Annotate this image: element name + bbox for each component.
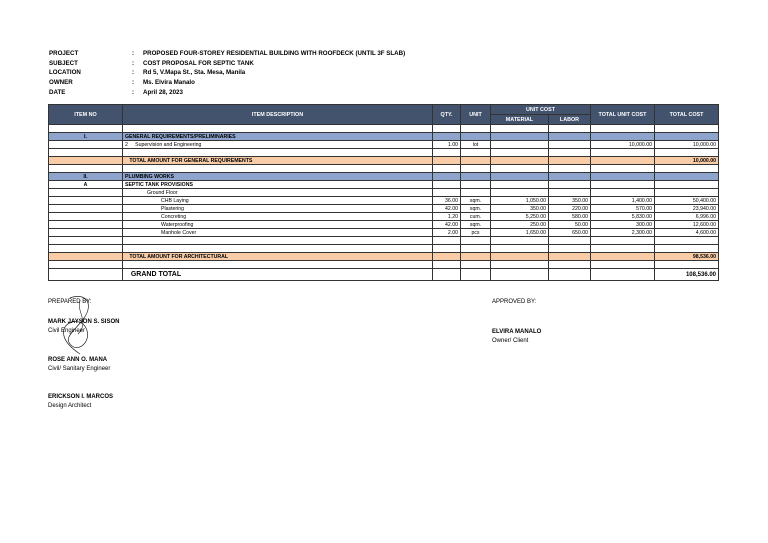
- item-description: Concreting: [123, 213, 433, 221]
- subsection-number: A: [49, 181, 123, 189]
- item-total-cost: 12,600.00: [655, 221, 719, 229]
- signatory-block: [48, 356, 110, 374]
- section-total-label-text: TOTAL AMOUNT FOR ARCHITECTURAL: [129, 253, 229, 260]
- project-label: PROJECT: [49, 50, 79, 57]
- item-total-cost: 6,996.00: [655, 213, 719, 221]
- col-total-cost: TOTAL COST: [655, 105, 719, 125]
- item-labor: 220.00: [549, 205, 591, 213]
- grand-total-row: [49, 269, 719, 281]
- owner-label: OWNER: [49, 79, 73, 87]
- item-description: Manhole Cover: [123, 229, 433, 237]
- subject-label: SUBJECT: [49, 59, 78, 67]
- section-row: [49, 133, 719, 141]
- approved-by-label: APPROVED BY:: [492, 299, 537, 305]
- col-unit: UNIT: [461, 105, 491, 125]
- location-value: Rd 5, V.Mapa St., Sta. Mesa, Manila: [143, 69, 246, 77]
- floor-row: [49, 189, 719, 197]
- item-material: 1,050.00: [491, 197, 549, 205]
- grand-total-value: 108,536.00: [655, 269, 719, 281]
- table-row: [49, 221, 719, 229]
- colon: :: [132, 88, 135, 96]
- table-row: [49, 205, 719, 213]
- cost-table: [48, 104, 719, 281]
- item-unit: sqm.: [461, 205, 491, 213]
- owner-row: [49, 78, 405, 88]
- approver-name: ELVIRA MANALO: [492, 329, 542, 335]
- item-labor: 350.00: [549, 197, 591, 205]
- spacer-row: [49, 125, 719, 133]
- item-qty: 42.00: [433, 205, 461, 213]
- item-total-cost: 50,400.00: [655, 197, 719, 205]
- section-total-label-text: TOTAL AMOUNT FOR GENERAL REQUIREMENTS: [129, 157, 253, 164]
- date-label: DATE: [49, 88, 66, 96]
- section-title: PLUMBING WORKS: [123, 173, 433, 181]
- table-row: [49, 197, 719, 205]
- item-unit: cum.: [461, 213, 491, 221]
- colon: :: [132, 50, 135, 57]
- item-labor: 580.00: [549, 213, 591, 221]
- spacer-row: [49, 165, 719, 173]
- item-qty: 42.00: [433, 221, 461, 229]
- col-material: MATERIAL: [491, 115, 549, 125]
- item-material: 5,250.00: [491, 213, 549, 221]
- spacer-row: [49, 261, 719, 269]
- prepared-by-label: PREPARED BY:: [48, 299, 92, 305]
- signatory-title: Design Architect: [48, 403, 92, 409]
- item-description: CHB Laying: [123, 197, 433, 205]
- subsection-title: SEPTIC TANK PROVISIONS: [123, 181, 433, 189]
- item-total-cost: 10,000.00: [655, 141, 719, 149]
- item-total-unit-cost: 2,300.00: [591, 229, 655, 237]
- item-total-unit-cost: 5,830.00: [591, 213, 655, 221]
- col-item-no: ITEM NO: [49, 105, 123, 125]
- item-material: 350.00: [491, 205, 549, 213]
- signatory-name: ROSE ANN O. MANA: [48, 357, 108, 363]
- item-unit: pcs: [461, 229, 491, 237]
- item-qty: 36.00: [433, 197, 461, 205]
- item-unit: sqm.: [461, 197, 491, 205]
- item-labor: 50.00: [549, 221, 591, 229]
- item-qty: 2.00: [433, 229, 461, 237]
- item-total-unit-cost: 300.00: [591, 221, 655, 229]
- item-description: Waterproofing: [123, 221, 433, 229]
- table-row: [49, 141, 719, 149]
- owner-value: Ms. Elvira Manalo: [143, 79, 195, 87]
- section-total-value: 10,000.00: [655, 157, 719, 165]
- item-total-cost: 23,940.00: [655, 205, 719, 213]
- item-desc: Supervision and Engineering: [135, 141, 202, 148]
- col-unit-cost: UNIT COST: [491, 105, 591, 115]
- spacer-row: [49, 149, 719, 157]
- item-material: 250.00: [491, 221, 549, 229]
- signatory-name: ERICKSON I. MARCOS: [48, 394, 114, 400]
- project-row: [49, 49, 405, 59]
- section-total-label: [123, 253, 433, 261]
- table-header-row: [49, 105, 719, 115]
- table-row: [49, 229, 719, 237]
- item-description: [123, 141, 433, 149]
- floor-label: [123, 189, 433, 197]
- spacer-row: [49, 245, 719, 253]
- items-body: [49, 197, 719, 237]
- signatory-block: [48, 393, 113, 411]
- signatory-title: Civil/ Sanitary Engineer: [48, 366, 111, 372]
- item-total-unit-cost: 10,000.00: [591, 141, 655, 149]
- section-total-label: [123, 157, 433, 165]
- section-number: II.: [49, 173, 123, 181]
- colon: :: [132, 69, 135, 77]
- grand-total-label: [123, 269, 433, 281]
- signatory-block: [48, 318, 119, 336]
- item-total-unit-cost: 570.00: [591, 205, 655, 213]
- signatory-title: Civil Engineer: [48, 328, 86, 334]
- approver-title: Owner/ Client: [492, 338, 529, 344]
- document-header: [49, 49, 405, 98]
- col-qty: QTY.: [433, 105, 461, 125]
- section-row: [49, 173, 719, 181]
- item-qty: 1.20: [433, 213, 461, 221]
- col-total-unit-cost: TOTAL UNIT COST: [591, 105, 655, 125]
- approver-block: [492, 328, 541, 346]
- section-total-row: [49, 253, 719, 261]
- table-row: [49, 213, 719, 221]
- col-labor: LABOR: [549, 115, 591, 125]
- item-total-unit-cost: 1,400.00: [591, 197, 655, 205]
- subject-row: [49, 59, 405, 69]
- item-material: 1,650.00: [491, 229, 549, 237]
- section-number: I.: [49, 133, 123, 141]
- spacer-row: [49, 237, 719, 245]
- section-total-row: [49, 157, 719, 165]
- section-title: GENERAL REQUIREMENTS/PRELIMINARIES: [123, 133, 433, 141]
- date-value: April 28, 2023: [143, 88, 183, 96]
- subject-value: COST PROPOSAL FOR SEPTIC TANK: [143, 59, 254, 67]
- location-label: LOCATION: [49, 69, 81, 77]
- subsection-row: [49, 181, 719, 189]
- colon: :: [132, 59, 135, 67]
- section-total-value: 98,536.00: [655, 253, 719, 261]
- item-total-cost: 4,600.00: [655, 229, 719, 237]
- date-row: [49, 88, 405, 98]
- item-description: Plastering: [123, 205, 433, 213]
- item-unit: sqm.: [461, 221, 491, 229]
- project-value: PROPOSED FOUR-STOREY RESIDENTIAL BUILDING WITH ROOFDECK (UNTIL 3F SLAB): [143, 50, 406, 57]
- col-description: ITEM DESCRIPTION: [123, 105, 433, 125]
- item-labor: 650.00: [549, 229, 591, 237]
- colon: :: [132, 79, 135, 87]
- location-row: [49, 68, 405, 78]
- grand-total-label-text: GRAND TOTAL: [130, 271, 182, 278]
- signatory-name: MARK JAYSON S. SISON: [48, 319, 120, 325]
- item-number: 2: [125, 141, 128, 148]
- item-unit: lot: [461, 141, 491, 149]
- floor-label-text: Ground Floor: [147, 189, 178, 196]
- item-qty: 1.00: [433, 141, 461, 149]
